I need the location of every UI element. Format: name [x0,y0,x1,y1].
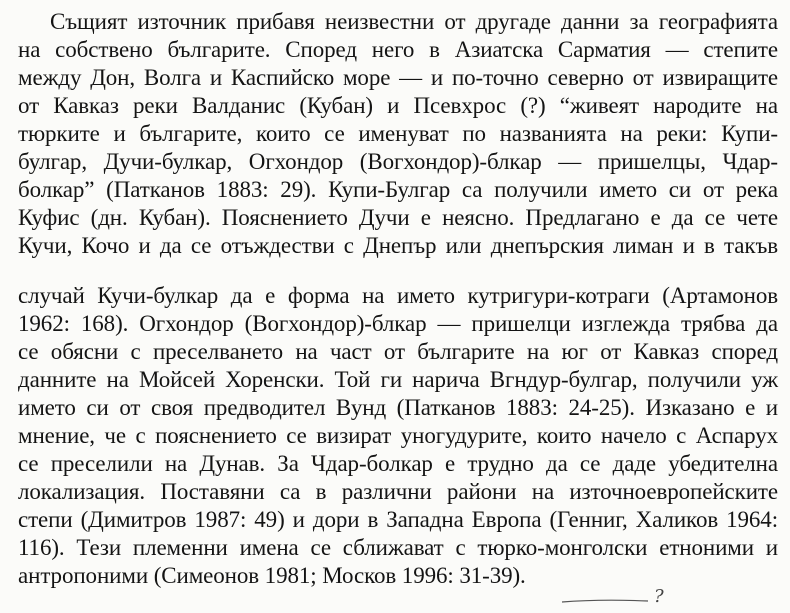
text-line-6: булгар, Дучи-булкар, Огхондор (Вогхондор)-блкар — пришелцы, Чдар- [18,149,778,174]
text-line-17: локализация. Поставяни са в различни райони на източноевропейските [18,479,778,504]
text-line-18: степи (Димитров 1987: 49) и дори в Западна Европа (Генниг, Халиков 1964: [18,507,778,532]
text-line-11: 1962: 168). Огхондор (Вогхондор)-блкар — пришелци изглежда трябва да [18,311,778,336]
text-line-7: болкар” (Патканов 1883: 29). Купи-Булгар са получили името си от река [18,177,778,202]
handwritten-question-mark [560,588,680,610]
text-line-16: се преселили на Дунав. За Чдар-болкар е трудно да се даде убедителна [18,451,778,476]
text-line-20: антропоними (Симеонов 1981; Москов 1996: 31-39). [18,563,526,588]
text-line-2: на собствено българите. Според него в Азиатска Сарматия — степите [18,37,778,62]
text-line-4: от Кавказ реки Валданис (Кубан) и Псевхрос (?) “живеят народите на [18,93,778,118]
svg-text:?: ? [654,588,664,607]
text-line-1: Същият източник прибавя неизвестни от другаде данни за географията [50,9,778,34]
text-line-3: между Дон, Волга и Каспийско море — и по-точно северно от извиращите [18,65,778,90]
text-line-9: Кучи, Кочо и да се отъждестви с Днепър или днепърския лиман и в такъв [18,233,778,258]
text-line-12: се обясни с преселването на част от българите на юг от Кавказ според [18,339,778,364]
text-line-8: Куфис (дн. Кубан). Пояснението Дучи е неясно. Предлагано е да се чете [18,205,778,230]
text-line-13: данните на Мойсей Хоренски. Той ги нарича Вгндур-булгар, получили уж [18,367,778,392]
text-line-14: името си от своя предводител Вунд (Патканов 1883: 24-25). Изказано е и [18,395,778,420]
text-line-19: 116). Тези племенни имена се сближават с тюрко-монголски етноними и [18,535,778,560]
text-line-10: случай Кучи-булкар да е форма на името кутригури-котраги (Артамонов [18,283,778,308]
text-line-5: тюрките и българите, които се именуват по названията на реки: Купи- [18,121,778,146]
text-line-15: мнение, че с пояснението се визират уногудурите, които начело с Аспарух [18,423,778,448]
